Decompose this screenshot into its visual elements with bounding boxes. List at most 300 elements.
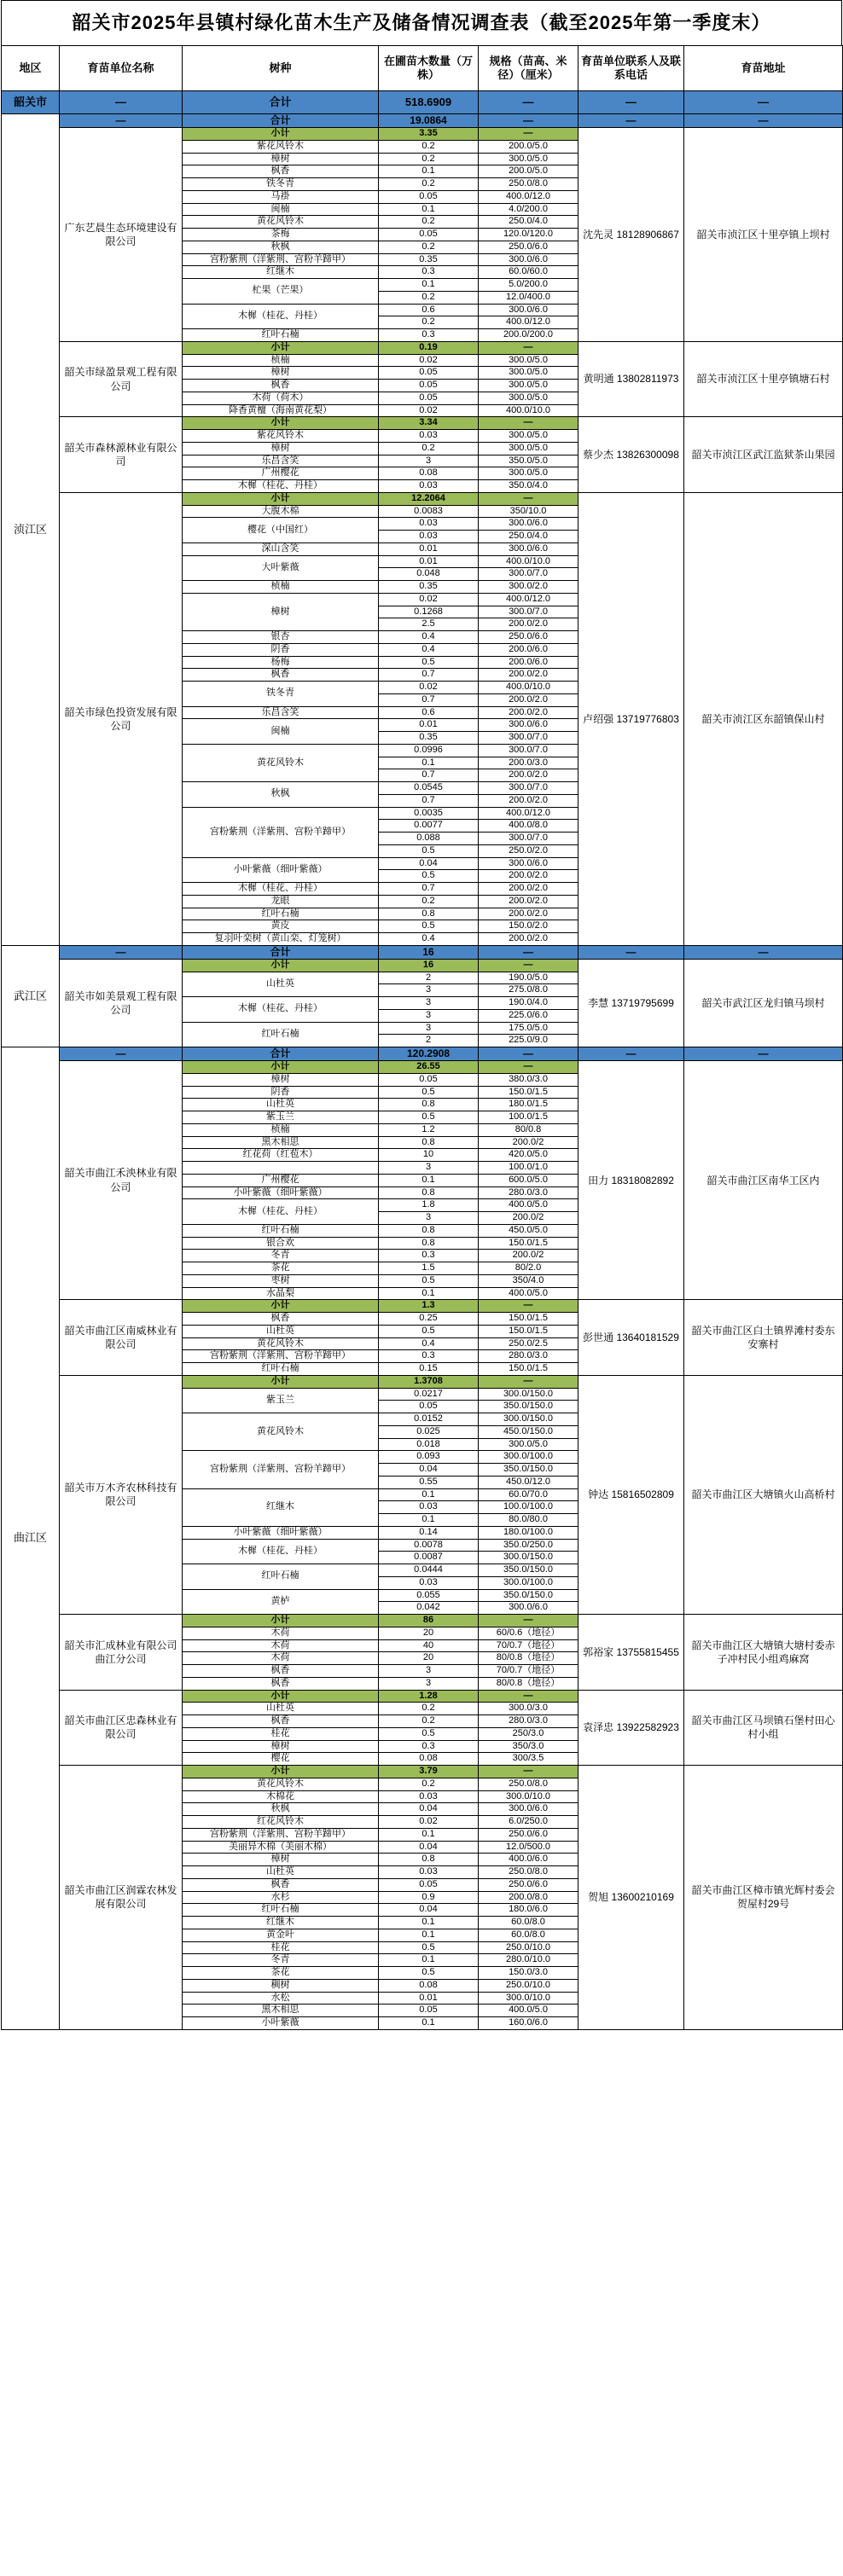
quantity-cell: 0.2 <box>379 216 479 229</box>
unit-address: 韶关市曲江区马坝镇石堡村田心村小组 <box>684 1690 843 1766</box>
district-total-row <box>2 1047 843 1061</box>
subtotal-row <box>2 1300 843 1313</box>
spec-cell: 250.0/4.0 <box>479 216 578 229</box>
district-total-row <box>2 945 843 959</box>
subtotal-count: 1.3708 <box>379 1375 479 1388</box>
species-cell: 桢楠 <box>183 354 379 367</box>
spec-cell: 150.0/3.0 <box>479 1967 578 1980</box>
spec-cell: 200.0/6.0 <box>479 656 578 669</box>
dash-cell: — <box>60 91 183 114</box>
dash-cell: — <box>479 1047 578 1061</box>
species-cell: 樟树 <box>183 153 379 165</box>
quantity-cell: 3 <box>379 1162 479 1175</box>
spec-cell: 300.0/150.0 <box>479 1413 578 1426</box>
spec-cell: 200.0/2 <box>479 1250 578 1262</box>
unit-contact: 彭世通 13640181529 <box>578 1300 684 1376</box>
spec-cell: 350.0/150.0 <box>479 1589 578 1602</box>
quantity-cell: 3 <box>379 1022 479 1035</box>
district-total-count: 19.0864 <box>379 114 479 128</box>
spec-cell: 250/3.0 <box>479 1727 578 1740</box>
subtotal-count: 3.35 <box>379 128 479 141</box>
species-cell: 龙眼 <box>183 895 379 908</box>
quantity-cell: 0.35 <box>379 581 479 594</box>
quantity-cell: 0.02 <box>379 593 479 606</box>
species-cell: 小叶紫薇 <box>183 2017 379 2030</box>
unit-name: 韶关市森林源林业有限公司 <box>60 417 183 493</box>
species-cell: 黄花风铃木 <box>183 744 379 781</box>
spec-cell: 300.0/7.0 <box>479 568 578 581</box>
dash-cell: — <box>479 492 578 505</box>
spec-cell: 12.0/500.0 <box>479 1841 578 1854</box>
quantity-cell: 2 <box>379 972 479 984</box>
unit-name: 韶关市曲江禾泱林业有限公司 <box>60 1061 183 1300</box>
header-spec: 规格（苗高、米径）（厘米） <box>479 46 578 91</box>
spec-cell: 180.0/6.0 <box>479 1904 578 1917</box>
quantity-cell: 0.2 <box>379 1778 479 1790</box>
district-total-row <box>2 114 843 128</box>
species-cell: 银杏 <box>183 631 379 644</box>
spec-cell: 175.0/5.0 <box>479 1022 578 1035</box>
species-cell: 枫香 <box>183 1715 379 1728</box>
subtotal-label: 小计 <box>183 1375 379 1388</box>
quantity-cell: 0.2 <box>379 1715 479 1728</box>
spec-cell: 300.0/7.0 <box>479 606 578 618</box>
dash-cell: — <box>684 114 843 128</box>
spec-cell: 400.0/5.0 <box>479 1199 578 1212</box>
quantity-cell: 0.04 <box>379 1464 479 1477</box>
quantity-cell: 0.3 <box>379 329 479 342</box>
spec-cell: 300.0/5.0 <box>479 392 578 404</box>
quantity-cell: 3 <box>379 984 479 997</box>
spec-cell: 300/3.5 <box>479 1753 578 1766</box>
species-cell <box>183 1162 379 1175</box>
species-cell: 木荷（荷木） <box>183 392 379 404</box>
dash-cell: — <box>578 114 684 128</box>
species-cell: 银合欢 <box>183 1237 379 1250</box>
spec-cell: 250.0/6.0 <box>479 1878 578 1891</box>
spec-cell: 60.0/70.0 <box>479 1488 578 1501</box>
quantity-cell: 0.04 <box>379 857 479 870</box>
quantity-cell: 0.08 <box>379 1979 479 1992</box>
quantity-cell: 0.8 <box>379 1099 479 1111</box>
species-cell: 水晶梨 <box>183 1287 379 1300</box>
spec-cell: 350.0/250.0 <box>479 1539 578 1552</box>
subtotal-count: 1.28 <box>379 1690 479 1703</box>
species-cell: 闽楠 <box>183 203 379 216</box>
spec-cell: 190.0/5.0 <box>479 972 578 984</box>
spec-cell: 300.0/2.0 <box>479 581 578 594</box>
quantity-cell: 0.35 <box>379 253 479 266</box>
species-cell: 桢楠 <box>183 1123 379 1136</box>
unit-address: 韶关市曲江区大塘镇火山高桥村 <box>684 1375 843 1614</box>
species-cell: 水松 <box>183 1992 379 2005</box>
quantity-cell: 0.093 <box>379 1451 479 1464</box>
dash-cell: — <box>479 341 578 354</box>
quantity-cell: 0.5 <box>379 844 479 857</box>
district-total-label: 合计 <box>183 945 379 959</box>
quantity-cell: 0.7 <box>379 669 479 682</box>
quantity-cell: 3 <box>379 1665 479 1678</box>
spec-cell: 400.0/12.0 <box>479 316 578 329</box>
unit-address: 韶关市浈江区东韶镇保山村 <box>684 492 843 945</box>
species-cell: 樟树 <box>183 593 379 630</box>
header-species: 树种 <box>183 46 379 91</box>
spec-cell: 350/4.0 <box>479 1274 578 1287</box>
spec-cell: 300.0/150.0 <box>479 1552 578 1564</box>
species-cell: 茶花 <box>183 1967 379 1980</box>
quantity-cell: 0.4 <box>379 933 479 946</box>
dash-cell: — <box>479 1300 578 1313</box>
quantity-cell: 0.04 <box>379 1803 479 1816</box>
unit-contact: 蔡少杰 13826300098 <box>578 417 684 493</box>
quantity-cell: 0.8 <box>379 1237 479 1250</box>
quantity-cell: 0.05 <box>379 229 479 241</box>
spec-cell: 300.0/10.0 <box>479 1790 578 1803</box>
district-total-label: 合计 <box>183 114 379 128</box>
quantity-cell: 20 <box>379 1652 479 1665</box>
spec-cell: 300.0/5.0 <box>479 442 578 455</box>
species-cell: 枣树 <box>183 1274 379 1287</box>
quantity-cell: 0.01 <box>379 542 479 555</box>
quantity-cell: 0.05 <box>379 392 479 404</box>
subtotal-count: 16 <box>379 959 479 972</box>
quantity-cell: 0.8 <box>379 1224 479 1237</box>
species-cell: 闽楠 <box>183 719 379 745</box>
spec-cell: 200.0/5.0 <box>479 140 578 153</box>
species-cell: 木荷 <box>183 1652 379 1665</box>
spec-cell: 400.0/8.0 <box>479 820 578 833</box>
spec-cell: 600.0/5.0 <box>479 1174 578 1186</box>
quantity-cell: 0.4 <box>379 631 479 644</box>
species-cell: 山杜英 <box>183 1099 379 1111</box>
quantity-cell: 0.03 <box>379 1866 479 1879</box>
unit-address: 韶关市曲江区白土镇界滩村委东安寨村 <box>684 1300 843 1376</box>
quantity-cell: 0.03 <box>379 518 479 531</box>
spec-cell: 200.0/8.0 <box>479 1891 578 1904</box>
quantity-cell: 10 <box>379 1149 479 1162</box>
dash-cell: — <box>60 1047 183 1061</box>
species-cell: 紫玉兰 <box>183 1388 379 1413</box>
unit-address: 韶关市浈江区十里亭镇塘石村 <box>684 341 843 417</box>
species-cell: 黄花风铃木 <box>183 1413 379 1451</box>
species-cell: 枫香 <box>183 380 379 392</box>
species-cell: 小叶紫薇（细叶紫薇） <box>183 857 379 883</box>
spec-cell: 200.0/2.0 <box>479 693 578 706</box>
subtotal-label: 小计 <box>183 1061 379 1074</box>
species-cell: 冬青 <box>183 1954 379 1967</box>
quantity-cell: 0.01 <box>379 1992 479 2005</box>
quantity-cell: 0.6 <box>379 304 479 316</box>
spec-cell: 250.0/8.0 <box>479 178 578 191</box>
spec-cell: 400.0/6.0 <box>479 1854 578 1866</box>
quantity-cell: 0.1 <box>379 1954 479 1967</box>
unit-contact: 钟达 15816502809 <box>578 1375 684 1614</box>
quantity-cell: 0.01 <box>379 555 479 568</box>
spec-cell: 160.0/6.0 <box>479 2017 578 2030</box>
quantity-cell: 0.02 <box>379 404 479 417</box>
species-cell: 樱花 <box>183 1753 379 1766</box>
spec-cell: 200.0/200.0 <box>479 329 578 342</box>
spec-cell: 6.0/250.0 <box>479 1816 578 1829</box>
quantity-cell: 20 <box>379 1627 479 1639</box>
subtotal-label: 小计 <box>183 1615 379 1627</box>
quantity-cell: 0.1 <box>379 1929 479 1941</box>
table-body <box>2 91 843 2030</box>
species-cell: 樟树 <box>183 367 379 380</box>
spec-cell: 250.0/10.0 <box>479 1979 578 1992</box>
spec-cell: 60/0.6（地径） <box>479 1627 578 1639</box>
species-cell: 秋枫 <box>183 1803 379 1816</box>
quantity-cell: 0.14 <box>379 1526 479 1539</box>
subtotal-label: 小计 <box>183 1766 379 1778</box>
quantity-cell: 0.03 <box>379 480 479 493</box>
species-cell: 枫香 <box>183 1878 379 1891</box>
spec-cell: 200.0/2.0 <box>479 908 578 920</box>
spec-cell: 200.0/2.0 <box>479 895 578 908</box>
species-cell: 红花荷（红苞木） <box>183 1149 379 1162</box>
species-cell: 枫香 <box>183 669 379 682</box>
spec-cell: 300.0/6.0 <box>479 719 578 732</box>
spec-cell: 200.0/2 <box>479 1136 578 1149</box>
quantity-cell: 0.25 <box>379 1313 479 1326</box>
species-cell: 木樨（桂花、丹桂） <box>183 304 379 329</box>
spec-cell: 250.0/8.0 <box>479 1778 578 1790</box>
quantity-cell: 0.02 <box>379 682 479 694</box>
unit-name: 韶关市曲江区润霖农林发展有限公司 <box>60 1766 183 2030</box>
spec-cell: 300.0/5.0 <box>479 380 578 392</box>
spec-cell: 250.0/2.5 <box>479 1337 578 1350</box>
spec-cell: 150.0/1.5 <box>479 1086 578 1099</box>
spec-cell: 200.0/2.0 <box>479 618 578 631</box>
species-cell: 黑木相思 <box>183 1136 379 1149</box>
quantity-cell: 0.0035 <box>379 807 479 820</box>
quantity-cell: 0.03 <box>379 1790 479 1803</box>
subtotal-row <box>2 959 843 972</box>
unit-address: 韶关市曲江区南华工区内 <box>684 1061 843 1300</box>
species-cell: 阴香 <box>183 1086 379 1099</box>
species-cell: 降香黄檀（海南黄花梨） <box>183 404 379 417</box>
quantity-cell: 0.2 <box>379 153 479 165</box>
species-cell: 铁冬青 <box>183 682 379 707</box>
subtotal-row <box>2 417 843 430</box>
spec-cell: 450.0/12.0 <box>479 1476 578 1488</box>
unit-contact: 李慧 13719795699 <box>578 959 684 1047</box>
quantity-cell: 0.5 <box>379 1727 479 1740</box>
quantity-cell: 0.03 <box>379 1501 479 1514</box>
quantity-cell: 0.8 <box>379 1854 479 1866</box>
subtotal-row <box>2 1375 843 1388</box>
quantity-cell: 40 <box>379 1639 479 1652</box>
spec-cell: 350.0/5.0 <box>479 455 578 467</box>
quantity-cell: 3 <box>379 997 479 1010</box>
spec-cell: 300.0/100.0 <box>479 1451 578 1464</box>
spec-cell: 80/2.0 <box>479 1262 578 1275</box>
species-cell: 红叶石楠 <box>183 1022 379 1047</box>
species-cell: 广州樱花 <box>183 467 379 480</box>
subtotal-count: 3.34 <box>379 417 479 430</box>
species-cell: 小叶紫薇（细叶紫薇） <box>183 1186 379 1199</box>
quantity-cell: 0.05 <box>379 2005 479 2017</box>
species-cell: 山杜英 <box>183 1703 379 1715</box>
unit-name: 韶关市曲江区忠森林业有限公司 <box>60 1690 183 1766</box>
unit-contact: 田力 18318082892 <box>578 1061 684 1300</box>
spec-cell: 80.0/80.0 <box>479 1514 578 1527</box>
unit-address: 韶关市浈江区十里亭镇上坝村 <box>684 128 843 342</box>
quantity-cell: 1.5 <box>379 1262 479 1275</box>
species-cell: 宫粉紫荆（洋紫荆、宫粉羊蹄甲） <box>183 1828 379 1841</box>
header-quantity: 在圃苗木数量（万株） <box>379 46 479 91</box>
subtotal-label: 小计 <box>183 1300 379 1313</box>
spec-cell: 70/0.7（地径） <box>479 1665 578 1678</box>
quantity-cell: 0.0217 <box>379 1388 479 1401</box>
quantity-cell: 0.0083 <box>379 505 479 518</box>
quantity-cell: 0.3 <box>379 1740 479 1753</box>
spec-cell: 350/10.0 <box>479 505 578 518</box>
species-cell: 乐昌含笑 <box>183 706 379 719</box>
quantity-cell: 0.2 <box>379 241 479 253</box>
spec-cell: 300.0/5.0 <box>479 153 578 165</box>
unit-address: 韶关市武江区龙归镇马坝村 <box>684 959 843 1047</box>
quantity-cell: 0.0996 <box>379 744 479 757</box>
quantity-cell: 0.5 <box>379 1274 479 1287</box>
quantity-cell: 0.55 <box>379 1476 479 1488</box>
spec-cell: 400.0/5.0 <box>479 2005 578 2017</box>
dash-cell: — <box>479 1690 578 1703</box>
city-total-count: 518.6909 <box>379 91 479 114</box>
quantity-cell: 3 <box>379 455 479 467</box>
quantity-cell: 0.3 <box>379 1250 479 1262</box>
dash-cell: — <box>479 91 578 114</box>
spec-cell: 100.0/1.0 <box>479 1162 578 1175</box>
quantity-cell: 0.05 <box>379 190 479 203</box>
species-cell: 红叶石楠 <box>183 908 379 920</box>
species-cell: 红继木 <box>183 1488 379 1526</box>
quantity-cell: 0.5 <box>379 920 479 933</box>
spec-cell: 250.0/2.0 <box>479 844 578 857</box>
species-cell: 山杜英 <box>183 972 379 997</box>
quantity-cell: 0.0087 <box>379 1552 479 1564</box>
species-cell: 樱花（中国红） <box>183 518 379 543</box>
subtotal-count: 0.19 <box>379 341 479 354</box>
species-cell: 红叶石楠 <box>183 1363 379 1376</box>
header-contact: 育苗单位联系人及联系电话 <box>578 46 684 91</box>
species-cell: 宫粉紫荆（洋紫荆、宫粉羊蹄甲） <box>183 1451 379 1488</box>
quantity-cell: 0.042 <box>379 1602 479 1615</box>
species-cell: 樟树 <box>183 1073 379 1086</box>
quantity-cell: 1.2 <box>379 1123 479 1136</box>
subtotal-label: 小计 <box>183 1690 379 1703</box>
quantity-cell: 0.1 <box>379 1917 479 1929</box>
unit-contact: 卢绍强 13719776803 <box>578 492 684 945</box>
subtotal-row <box>2 492 843 505</box>
subtotal-count: 3.79 <box>379 1766 479 1778</box>
dash-cell: — <box>479 1375 578 1388</box>
district-total-count: 120.2908 <box>379 1047 479 1061</box>
species-cell: 枫香 <box>183 1313 379 1326</box>
quantity-cell: 2 <box>379 1035 479 1047</box>
district-name: 武江区 <box>2 945 60 1047</box>
spec-cell: 300.0/5.0 <box>479 467 578 480</box>
subtotal-label: 小计 <box>183 492 379 505</box>
spec-cell: 300.0/3.0 <box>479 1703 578 1715</box>
spec-cell: 350.0/150.0 <box>479 1401 578 1413</box>
quantity-cell: 0.2 <box>379 1703 479 1715</box>
district-name: 曲江区 <box>2 1047 60 2030</box>
species-cell: 黑木相思 <box>183 2005 379 2017</box>
spec-cell: 80/0.8（地径） <box>479 1677 578 1690</box>
spec-cell: 280.0/10.0 <box>479 1954 578 1967</box>
species-cell: 樟树 <box>183 442 379 455</box>
unit-address: 韶关市浈江区武江监狱茶山果园 <box>684 417 843 493</box>
spec-cell: 200.0/2.0 <box>479 870 578 883</box>
quantity-cell: 0.5 <box>379 656 479 669</box>
quantity-cell: 0.03 <box>379 531 479 543</box>
spec-cell: 225.0/6.0 <box>479 1009 578 1022</box>
spec-cell: 250.0/6.0 <box>479 1828 578 1841</box>
spec-cell: 200.0/6.0 <box>479 643 578 656</box>
subtotal-row <box>2 1061 843 1074</box>
species-cell: 大腹木棉 <box>183 505 379 518</box>
spec-cell: 190.0/4.0 <box>479 997 578 1010</box>
quantity-cell: 0.04 <box>379 1841 479 1854</box>
quantity-cell: 0.0077 <box>379 820 479 833</box>
city-total-label: 合计 <box>183 91 379 114</box>
district-total-count: 16 <box>379 945 479 959</box>
subtotal-row <box>2 128 843 141</box>
quantity-cell: 0.1 <box>379 1514 479 1527</box>
quantity-cell: 0.8 <box>379 908 479 920</box>
spec-cell: 400.0/12.0 <box>479 593 578 606</box>
species-cell: 枫香 <box>183 1677 379 1690</box>
quantity-cell: 0.1 <box>379 2017 479 2030</box>
quantity-cell: 0.048 <box>379 568 479 581</box>
quantity-cell: 0.1 <box>379 1174 479 1186</box>
spec-cell: 200.0/3.0 <box>479 757 578 769</box>
quantity-cell: 0.1 <box>379 279 479 292</box>
species-cell: 樟树 <box>183 1740 379 1753</box>
dash-cell: — <box>578 1047 684 1061</box>
spec-cell: 400.0/10.0 <box>479 555 578 568</box>
species-cell: 木樨（桂花、丹桂） <box>183 1199 379 1225</box>
species-cell: 木棉花 <box>183 1790 379 1803</box>
table-header-row <box>2 46 843 91</box>
subtotal-count: 1.3 <box>379 1300 479 1313</box>
spec-cell: 225.0/9.0 <box>479 1035 578 1047</box>
spec-cell: 420.0/5.0 <box>479 1149 578 1162</box>
spec-cell: 300.0/6.0 <box>479 1803 578 1816</box>
spec-cell: 120.0/120.0 <box>479 229 578 241</box>
quantity-cell: 0.03 <box>379 1576 479 1589</box>
quantity-cell: 0.7 <box>379 883 479 896</box>
species-cell: 杨梅 <box>183 656 379 669</box>
city-name: 韶关市 <box>2 91 60 114</box>
species-cell: 复羽叶栾树（黄山栾、灯笼树） <box>183 933 379 946</box>
quantity-cell: 0.8 <box>379 1186 479 1199</box>
species-cell: 水杉 <box>183 1891 379 1904</box>
species-cell: 木樨（桂花、丹桂） <box>183 883 379 896</box>
spec-cell: 275.0/8.0 <box>479 984 578 997</box>
spec-cell: 150.0/1.5 <box>479 1237 578 1250</box>
species-cell: 宫粉紫荆（洋紫荆、宫粉羊蹄甲） <box>183 253 379 266</box>
species-cell: 冬青 <box>183 1250 379 1262</box>
quantity-cell: 0.0444 <box>379 1564 479 1577</box>
spec-cell: 300.0/6.0 <box>479 1602 578 1615</box>
unit-contact: 黄明通 13802811973 <box>578 341 684 417</box>
quantity-cell: 0.9 <box>379 1891 479 1904</box>
species-cell: 稠树 <box>183 1979 379 1992</box>
dash-cell: — <box>479 128 578 141</box>
dash-cell: — <box>60 945 183 959</box>
